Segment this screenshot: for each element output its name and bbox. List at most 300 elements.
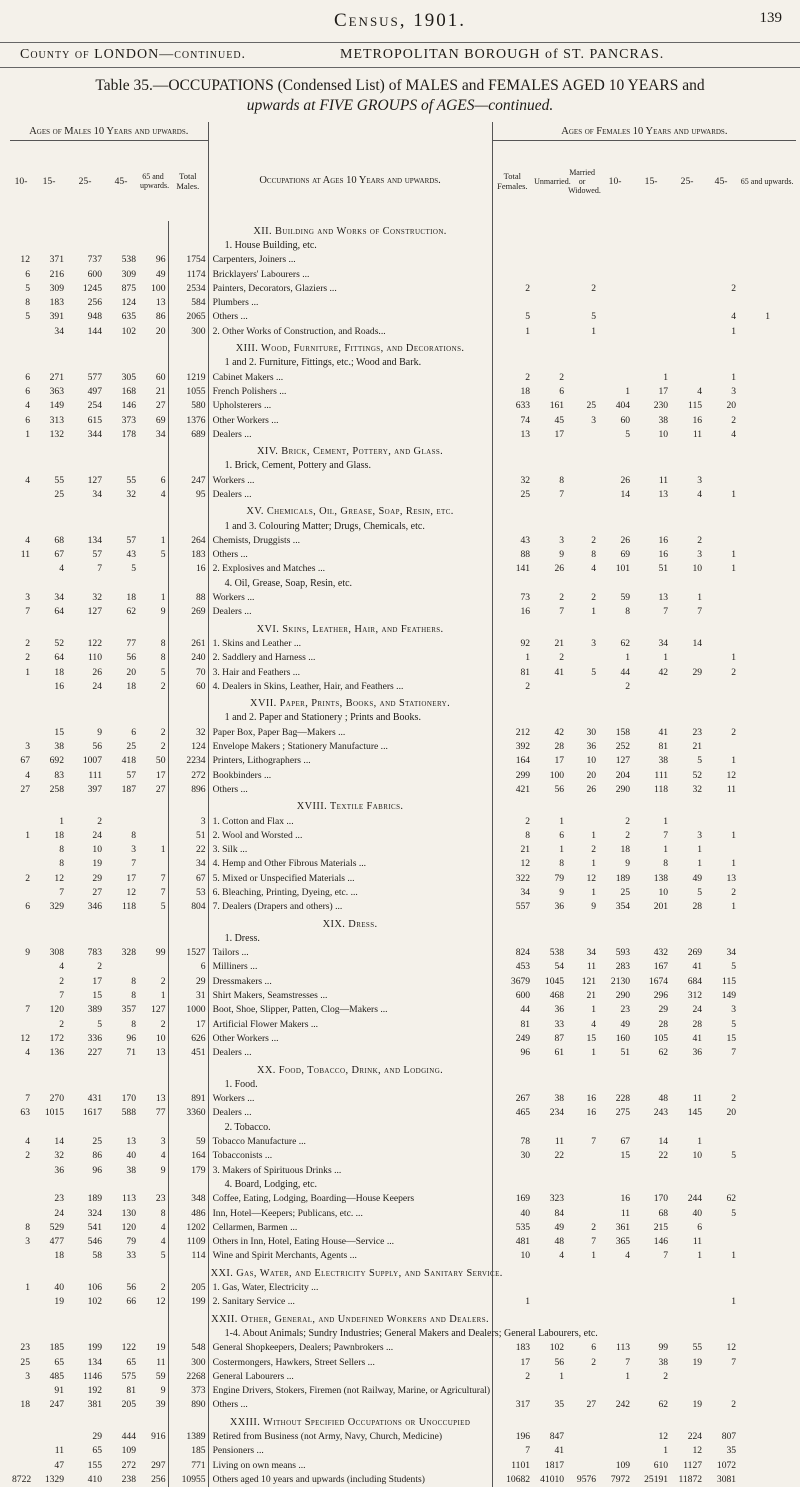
female-value-cell	[670, 324, 704, 338]
female-value-cell: 38	[658, 1356, 669, 1368]
spacer-cell	[772, 1234, 796, 1248]
female-value-cell	[738, 502, 772, 519]
male-value-cell: 309	[121, 268, 136, 280]
spacer-cell	[772, 267, 796, 281]
female-value-cell	[670, 441, 704, 458]
male-value-cell	[138, 1412, 168, 1429]
female-value-cell	[670, 253, 704, 267]
occupation-label: Tobacconists ...	[208, 1149, 492, 1163]
occupation-label: Inn, Hotel—Keepers; Publicans, etc. ...	[208, 1206, 492, 1220]
occupation-label: Other Workers ...	[208, 1031, 492, 1045]
female-value-cell	[532, 1077, 566, 1091]
female-value-cell	[704, 1412, 738, 1429]
occupation-label: Dealers ...	[208, 605, 492, 619]
spacer-cell	[772, 295, 796, 309]
spacer-cell	[772, 487, 796, 501]
male-value-cell: 205	[121, 1399, 136, 1411]
occupation-label: 4. Hemp and Other Fibrous Materials ...	[208, 857, 492, 871]
female-value-cell: 29	[692, 666, 703, 678]
male-value-cell: 122	[121, 1342, 136, 1354]
female-value-cell: 5	[625, 428, 631, 440]
female-value-cell	[632, 694, 670, 711]
male-value-cell	[104, 576, 138, 590]
male-value-cell: 5	[25, 282, 30, 294]
male-value-cell: 66	[126, 1296, 136, 1308]
male-value-cell: 373	[121, 414, 136, 426]
male-value-cell: 346	[87, 901, 102, 913]
male-value-cell: 199	[168, 1295, 208, 1309]
male-value-cell: 23	[54, 1193, 64, 1205]
male-value-cell	[10, 238, 32, 252]
table-row	[10, 473, 796, 487]
female-value-cell	[670, 1383, 704, 1397]
female-value-cell	[532, 1120, 566, 1134]
female-value-cell	[738, 1429, 772, 1443]
female-value-cell: 14	[692, 637, 703, 649]
table-row	[10, 1046, 796, 1060]
male-value-cell: 56	[92, 741, 102, 753]
female-value-cell	[598, 324, 632, 338]
col-m-15: 15-	[42, 175, 56, 187]
male-value-cell: 1	[25, 1282, 30, 1294]
female-value-cell	[738, 797, 772, 814]
female-value-cell	[670, 1077, 704, 1091]
spacer-cell	[772, 1134, 796, 1148]
female-value-cell: 2	[625, 815, 631, 827]
male-value-cell: 1146	[83, 1370, 102, 1382]
col-m-45: 45-	[114, 175, 128, 187]
female-value-cell: 323	[549, 1193, 565, 1205]
female-value-cell	[566, 1120, 598, 1134]
female-value-cell: 189	[615, 872, 631, 884]
female-value-cell	[704, 619, 738, 636]
female-value-cell	[704, 459, 738, 473]
female-value-cell: 26	[620, 534, 631, 546]
male-value-cell	[66, 1263, 104, 1280]
male-value-cell: 305	[121, 371, 136, 383]
male-value-cell	[138, 338, 168, 355]
female-value-cell: 2	[591, 1356, 597, 1368]
male-value-cell: 79	[126, 1236, 136, 1248]
female-value-cell: 16	[492, 605, 532, 619]
male-value-cell: 19	[155, 1342, 166, 1354]
female-value-cell	[738, 576, 772, 590]
female-value-cell: 7	[731, 1356, 737, 1368]
occupation-label: Tailors ...	[208, 946, 492, 960]
female-value-cell: 557	[492, 900, 532, 914]
female-value-cell: 1	[591, 325, 597, 337]
male-value-cell: 118	[121, 901, 136, 913]
female-value-cell: 2	[492, 1369, 532, 1383]
male-value-cell: 34	[54, 592, 64, 604]
male-value-cell: 4	[25, 534, 30, 546]
male-value-cell	[104, 1120, 138, 1134]
female-value-cell: 34	[658, 637, 669, 649]
male-value-cell: 63	[20, 1107, 30, 1119]
female-value-cell: 1	[663, 652, 669, 664]
female-value-cell: 15	[726, 1032, 737, 1044]
female-value-cell	[566, 931, 598, 945]
female-value-cell	[632, 253, 670, 267]
male-value-cell: 4	[160, 1221, 166, 1233]
female-value-cell	[704, 590, 738, 604]
female-value-cell: 215	[653, 1221, 669, 1233]
spacer-cell	[772, 1309, 796, 1326]
male-value-cell: 59	[155, 1370, 166, 1382]
male-value-cell: 577	[87, 371, 102, 383]
female-value-cell	[738, 1412, 772, 1429]
female-value-cell: 146	[653, 1236, 669, 1248]
female-value-cell	[738, 487, 772, 501]
male-value-cell	[138, 519, 168, 533]
male-value-cell	[32, 1309, 66, 1326]
female-value-cell	[492, 619, 532, 636]
male-value-cell	[10, 1120, 32, 1134]
male-value-cell: 529	[49, 1221, 64, 1233]
female-value-cell: 1	[591, 829, 597, 841]
male-value-cell: 1055	[168, 384, 208, 398]
table-row	[10, 974, 796, 988]
male-value-cell: 55	[126, 474, 136, 486]
female-value-cell: 3081	[716, 1473, 737, 1485]
table-row	[10, 1206, 796, 1220]
female-value-cell	[566, 519, 598, 533]
table-row	[10, 1280, 796, 1294]
spacer-cell	[772, 576, 796, 590]
female-value-cell: 25	[586, 400, 597, 412]
female-value-cell	[632, 1177, 670, 1191]
female-value-cell	[704, 295, 738, 309]
col-m-65: 65 and upwards.	[140, 172, 170, 190]
table-row	[10, 399, 796, 413]
female-value-cell	[566, 459, 598, 473]
male-value-cell: 297	[151, 1459, 166, 1471]
female-value-cell: 432	[653, 947, 669, 959]
female-value-cell: 1	[697, 1136, 703, 1148]
spacer-cell	[772, 1429, 796, 1443]
female-value-cell: 481	[492, 1234, 532, 1248]
male-value-cell	[32, 1429, 66, 1443]
table-row	[10, 900, 796, 914]
female-value-cell: 28	[658, 1018, 669, 1030]
occupation-label: 3. Silk ...	[208, 842, 492, 856]
male-value-cell: 69	[155, 414, 166, 426]
male-value-cell: 6	[160, 474, 166, 486]
female-value-cell	[598, 931, 632, 945]
female-value-cell: 5	[731, 1150, 737, 1162]
female-value-cell: 56	[554, 783, 565, 795]
spacer-cell	[772, 324, 796, 338]
female-value-cell	[632, 238, 670, 252]
female-value-cell	[492, 1280, 532, 1294]
male-value-cell: 2	[25, 872, 30, 884]
female-value-cell: 42	[554, 726, 565, 738]
female-value-cell	[670, 651, 704, 665]
male-value-cell: 7	[59, 887, 64, 898]
male-value-cell	[104, 1412, 138, 1429]
male-value-cell: 4	[59, 563, 64, 575]
table-row	[10, 1149, 796, 1163]
male-value-cell	[104, 1309, 138, 1326]
male-value-cell: 1754	[168, 253, 208, 267]
female-value-cell: 14	[658, 1136, 669, 1148]
female-value-cell	[704, 1263, 738, 1280]
spacer-cell	[772, 857, 796, 871]
table-row	[10, 548, 796, 562]
male-value-cell: 3	[160, 1136, 166, 1148]
male-value-cell	[10, 619, 32, 636]
female-value-cell	[704, 1077, 738, 1091]
occupation-label: Printers, Lithographers ...	[208, 754, 492, 768]
female-value-cell	[632, 1309, 670, 1326]
table-body	[10, 221, 796, 1487]
table-row	[10, 679, 796, 693]
spacer-cell	[772, 399, 796, 413]
table-title-line-2: upwards at FIVE GROUPS of AGES—continued.	[246, 97, 554, 114]
male-value-cell: 65	[92, 1445, 102, 1457]
male-value-cell: 32	[168, 725, 208, 739]
male-value-cell	[138, 1444, 168, 1458]
female-value-cell: 7	[663, 1250, 669, 1262]
female-value-cell: 421	[492, 782, 532, 796]
female-value-cell: 1817	[544, 1459, 565, 1471]
female-value-cell	[670, 1263, 704, 1280]
table-row	[10, 427, 796, 441]
female-value-cell: 2	[731, 1399, 737, 1411]
female-value-cell: 2	[591, 282, 597, 294]
occupation-label: Others aged 10 years and upwards (including Students)	[208, 1472, 492, 1486]
male-value-cell: 31	[168, 988, 208, 1002]
female-value-cell	[670, 679, 704, 693]
male-value-cell	[66, 931, 104, 945]
male-value-cell: 272	[168, 768, 208, 782]
female-value-cell: 1	[731, 858, 737, 870]
female-value-cell: 7	[663, 829, 669, 841]
section-title: XXII. Other, General, and Undefined Workers and Dealers.	[208, 1309, 492, 1326]
section-heading-row	[10, 1263, 796, 1280]
section-title: 4. Oil, Grease, Soap, Resin, etc.	[208, 576, 492, 590]
male-value-cell: 270	[49, 1093, 64, 1105]
male-value-cell: 47	[54, 1459, 64, 1471]
male-value-cell	[104, 797, 138, 814]
female-value-cell: 44	[492, 1003, 532, 1017]
female-value-cell	[632, 459, 670, 473]
spacer-cell	[772, 739, 796, 753]
male-value-cell: 120	[121, 1221, 136, 1233]
male-value-cell: 10	[92, 844, 102, 856]
spacer-cell	[772, 651, 796, 665]
female-value-cell	[738, 725, 772, 739]
female-value-cell: 11	[692, 1236, 703, 1248]
spacer-cell	[772, 960, 796, 974]
male-value-cell	[66, 1326, 104, 1340]
male-value-cell	[10, 1177, 32, 1191]
female-value-cell: 4	[625, 1250, 631, 1262]
female-value-cell: 69	[620, 549, 631, 561]
male-value-cell: 3	[131, 844, 136, 856]
male-value-cell: 183	[168, 548, 208, 562]
occupation-label: Artificial Flower Makers ...	[208, 1017, 492, 1031]
male-value-cell: 6	[25, 371, 30, 383]
table-row	[10, 1398, 796, 1412]
female-value-cell: 1	[731, 563, 737, 575]
occupation-label: Workers ...	[208, 590, 492, 604]
male-value-cell: 391	[49, 311, 64, 323]
male-value-cell: 1617	[82, 1107, 102, 1119]
female-value-cell	[704, 238, 738, 252]
male-value-cell	[10, 988, 32, 1002]
male-value-cell: 17	[155, 769, 166, 781]
male-value-cell	[66, 576, 104, 590]
female-value-cell: 1045	[544, 975, 565, 987]
male-value-cell: 29	[92, 1430, 102, 1442]
female-value-cell: 41	[554, 1445, 565, 1457]
table-row	[10, 739, 796, 753]
male-value-cell: 83	[54, 769, 64, 781]
female-value-cell	[670, 281, 704, 295]
female-value-cell: 115	[688, 400, 703, 412]
spacer-cell	[772, 828, 796, 842]
male-value-cell	[104, 1326, 138, 1340]
male-value-cell	[10, 1060, 32, 1077]
female-value-cell	[532, 221, 566, 238]
female-value-cell	[738, 459, 772, 473]
female-value-cell: 33	[554, 1018, 565, 1030]
male-value-cell	[168, 797, 208, 814]
male-value-cell: 329	[49, 901, 64, 913]
section-title: 1 and 3. Colouring Matter; Drugs, Chemicals, etc.	[208, 519, 492, 533]
female-value-cell: 7	[492, 1444, 532, 1458]
male-value-cell: 3	[168, 814, 208, 828]
male-value-cell: 444	[121, 1430, 136, 1442]
table-row	[10, 1458, 796, 1472]
male-value-cell	[10, 679, 32, 693]
male-value-cell: 57	[126, 534, 136, 546]
female-value-cell	[566, 267, 598, 281]
spacer-cell	[772, 253, 796, 267]
subsection-heading-row	[10, 711, 796, 725]
female-value-cell: 1101	[492, 1458, 532, 1472]
spacer-cell	[772, 533, 796, 547]
female-value-cell	[566, 1149, 598, 1163]
male-value-cell: 2	[160, 975, 166, 987]
female-value-cell: 38	[658, 755, 669, 767]
spacer-cell	[772, 1249, 796, 1263]
female-value-cell: 252	[615, 741, 631, 753]
female-value-cell: 9	[591, 901, 597, 913]
male-value-cell: 14	[54, 1136, 64, 1148]
female-value-cell	[704, 356, 738, 370]
female-value-cell	[738, 1106, 772, 1120]
female-value-cell: 11	[726, 783, 737, 795]
male-value-cell: 548	[168, 1341, 208, 1355]
spacer-cell	[772, 842, 796, 856]
section-title: XIII. Wood, Furniture, Fittings, and Decorations.	[208, 338, 492, 355]
male-value-cell	[10, 1017, 32, 1031]
female-value-cell: 535	[492, 1220, 532, 1234]
occupation-label: 3. Hair and Feathers ...	[208, 665, 492, 679]
male-value-cell	[10, 324, 32, 338]
subsection-heading-row	[10, 576, 796, 590]
female-value-cell	[738, 1341, 772, 1355]
female-value-cell	[566, 253, 598, 267]
female-value-cell: 9	[625, 858, 631, 870]
table-row	[10, 871, 796, 885]
spacer-cell	[772, 502, 796, 519]
col-f-10: 10-	[608, 175, 622, 187]
male-value-cell	[66, 914, 104, 931]
male-value-cell: 1202	[168, 1220, 208, 1234]
female-value-cell: 224	[687, 1430, 703, 1442]
female-value-cell	[704, 797, 738, 814]
female-value-cell	[704, 914, 738, 931]
female-value-cell	[632, 1163, 670, 1177]
female-value-cell: 145	[687, 1107, 703, 1119]
female-value-cell: 538	[549, 947, 565, 959]
female-value-cell: 2	[591, 1221, 597, 1233]
male-value-cell: 18	[54, 1250, 64, 1262]
spacer-cell	[772, 1003, 796, 1017]
female-value-cell	[492, 356, 532, 370]
male-value-cell: 4	[160, 1150, 166, 1162]
female-value-cell: 7	[591, 1236, 597, 1248]
male-value-cell: 127	[151, 1004, 166, 1016]
male-value-cell: 2	[25, 1150, 30, 1162]
male-value-cell: 4	[25, 1136, 30, 1148]
female-value-cell: 13	[658, 488, 669, 500]
occupation-label: Living on own means ...	[208, 1458, 492, 1472]
female-value-cell	[632, 576, 670, 590]
male-value-cell	[104, 960, 138, 974]
female-value-cell	[632, 1326, 670, 1340]
male-value-cell: 2	[160, 1018, 166, 1030]
female-value-cell	[566, 221, 598, 238]
male-value-cell: 575	[121, 1370, 136, 1382]
female-value-cell: 1	[492, 1295, 532, 1309]
male-value-cell: 58	[92, 1250, 102, 1262]
spacer-cell	[772, 636, 796, 650]
male-value-cell: 7	[25, 1093, 30, 1105]
female-value-cell: 244	[687, 1193, 703, 1205]
female-value-cell	[704, 519, 738, 533]
male-value-cell: 38	[54, 741, 64, 753]
female-value-cell: 2	[492, 370, 532, 384]
subsection-heading-row	[10, 1120, 796, 1134]
female-value-cell: 29	[658, 1004, 669, 1016]
male-value-cell: 96	[92, 1164, 102, 1176]
female-value-cell	[704, 221, 738, 238]
female-value-cell	[738, 1077, 772, 1091]
female-value-cell: 40	[492, 1206, 532, 1220]
spacer-cell	[772, 1031, 796, 1045]
male-value-cell	[168, 1120, 208, 1134]
female-value-cell	[532, 324, 566, 338]
male-value-cell: 22	[168, 842, 208, 856]
occupation-label: Paper Box, Paper Bag—Makers ...	[208, 725, 492, 739]
male-value-cell: 3	[25, 741, 30, 753]
female-value-cell: 51	[658, 563, 669, 575]
male-value-cell: 52	[54, 637, 64, 649]
male-value-cell: 896	[168, 782, 208, 796]
female-value-cell: 212	[492, 725, 532, 739]
occupation-label: Boot, Shoe, Slipper, Patten, Clog—Makers ...	[208, 1003, 492, 1017]
male-value-cell	[66, 1309, 104, 1326]
male-value-cell: 102	[87, 1296, 102, 1308]
section-title: XX. Food, Tobacco, Drink, and Lodging.	[208, 1060, 492, 1077]
male-value-cell	[168, 1077, 208, 1091]
male-value-cell: 486	[168, 1206, 208, 1220]
table-row	[10, 1106, 796, 1120]
